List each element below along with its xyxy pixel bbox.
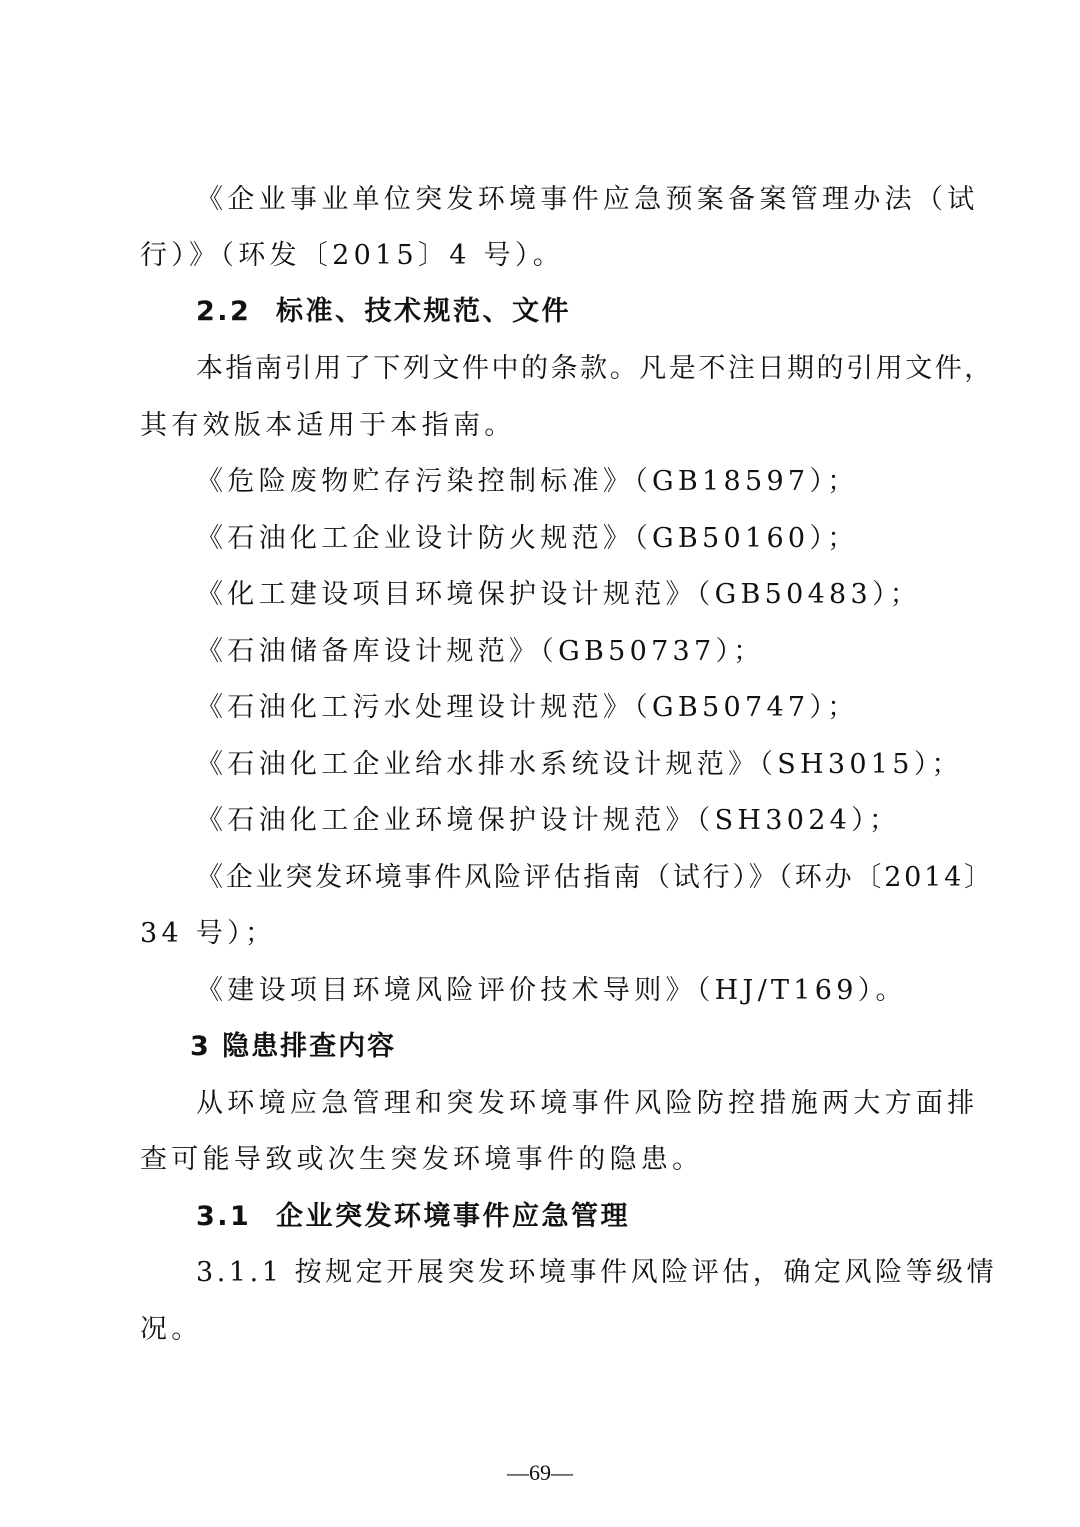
paragraph-line: 查可能导致或次生突发环境事件的隐患。 (140, 1144, 704, 1175)
paragraph-line: 《企业事业单位突发环境事件应急预案备案管理办法（试 (196, 184, 979, 215)
reference-item-continuation: 34 号）； (140, 918, 277, 949)
paragraph-line: 况。 (140, 1314, 203, 1345)
paragraph-line: 本指南引用了下列文件中的条款。凡是不注日期的引用文件， (196, 353, 994, 384)
reference-item: 《石油化工企业环境保护设计规范》（SH3024）； (196, 805, 901, 836)
paragraph-line: 行）》（环发〔2015〕4 号）。 (140, 240, 565, 271)
reference-item: 《石油化工企业给水排水系统设计规范》（SH3015）； (196, 749, 963, 780)
reference-item: 《建设项目环境风险评价技术导则》（HJ/T169）。 (196, 975, 907, 1006)
reference-item: 《石油化工企业设计防火规范》（GB50160）； (196, 523, 859, 554)
reference-item: 《企业突发环境事件风险评估指南（试行）》（环办〔2014〕 (196, 862, 994, 893)
reference-item: 《化工建设项目环境保护设计规范》（GB50483）； (196, 579, 922, 610)
page-number: —69— (507, 1460, 573, 1485)
section-number: 2.2 (196, 296, 252, 327)
reference-item: 《石油储备库设计规范》（GB50737）； (196, 636, 765, 667)
paragraph-line: 其有效版本适用于本指南。 (140, 410, 516, 441)
reference-item: 《石油化工污水处理设计规范》（GB50747）； (196, 692, 859, 723)
reference-item: 《危险废物贮存污染控制标准》（GB18597）； (196, 466, 859, 497)
section-heading-3-1 (196, 1197, 630, 1237)
paragraph-line: 3.1.1 按规定开展突发环境事件风险评估，确定风险等级情 (196, 1257, 998, 1288)
section-heading-3: 3 隐患排查内容 (190, 1031, 397, 1062)
section-title: 标准、技术规范、文件 (276, 296, 571, 327)
section-title: 企业突发环境事件应急管理 (276, 1201, 630, 1232)
section-number: 3.1 (196, 1201, 252, 1232)
paragraph-line: 从环境应急管理和突发环境事件风险防控措施两大方面排 (196, 1088, 979, 1119)
section-heading-2-2 (196, 292, 571, 332)
